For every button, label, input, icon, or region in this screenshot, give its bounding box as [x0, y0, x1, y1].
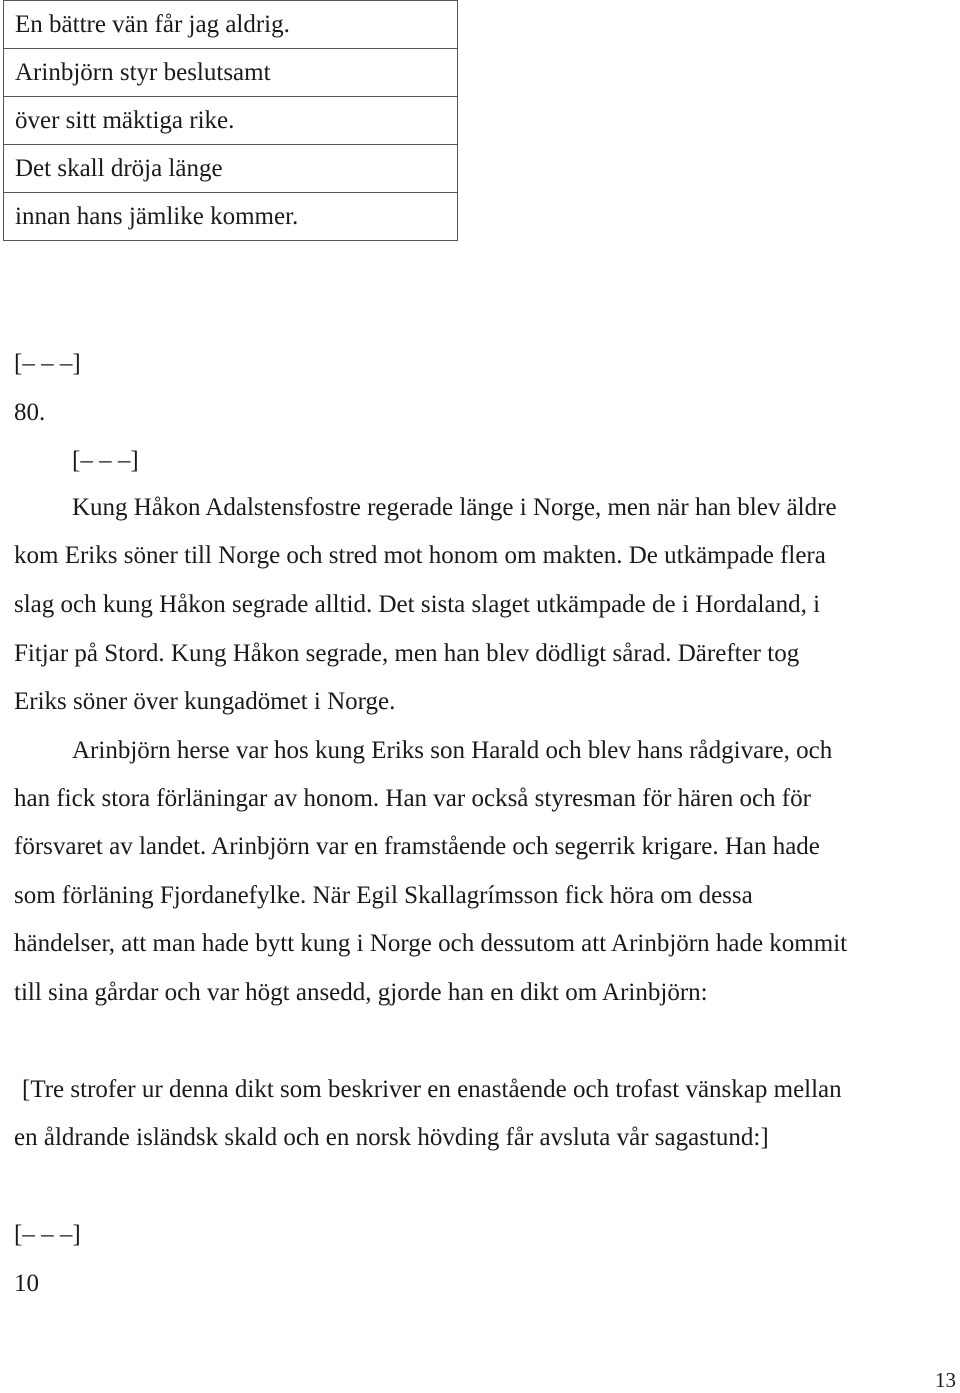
gap-marker: [– – –]: [14, 350, 81, 377]
verse-line: Arinbjörn styr beslutsamt: [4, 49, 458, 97]
text-line: kom Eriks söner till Norge och stred mot honom om makten. De utkämpade flera: [14, 542, 826, 569]
text-line: [Tre strofer ur denna dikt som beskriver en enastående och trofast vänskap mellan: [22, 1076, 842, 1103]
gap-marker: [– – –]: [72, 447, 139, 474]
verse-line: Det skall dröja länge: [4, 145, 458, 193]
text-line: till sina gårdar och var högt ansedd, gjorde han en dikt om Arinbjörn:: [14, 979, 708, 1006]
text-line: Eriks söner över kungadömet i Norge.: [14, 688, 396, 715]
text-line: händelser, att man hade bytt kung i Norge och dessutom att Arinbjörn hade kommit: [14, 930, 848, 957]
verse-line: över sitt mäktiga rike.: [4, 97, 458, 145]
text-line: Kung Håkon Adalstensfostre regerade länge i Norge, men när han blev äldre: [72, 494, 837, 521]
text-line: som förläning Fjordanefylke. När Egil Skallagrímsson fick höra om dessa: [14, 882, 753, 909]
stanza-number: 10: [14, 1270, 39, 1297]
page-number: 13: [935, 1368, 956, 1392]
verse-line: En bättre vän får jag aldrig.: [4, 1, 458, 49]
text-line: han fick stora förläningar av honom. Han var också styresman för hären och för: [14, 785, 811, 812]
text-line: slag och kung Håkon segrade alltid. Det sista slaget utkämpade de i Hordaland, i: [14, 591, 821, 618]
verse-box: [3, 0, 458, 241]
text-line: en åldrande isländsk skald och en norsk hövding får avsluta vår sagastund:]: [14, 1124, 769, 1151]
verse-line: innan hans jämlike kommer.: [4, 193, 458, 241]
chapter-number: 80.: [14, 399, 46, 426]
text-line: försvaret av landet. Arinbjörn var en framstående och segerrik krigare. Han hade: [14, 833, 820, 860]
text-line: Arinbjörn herse var hos kung Eriks son Harald och blev hans rådgivare, och: [72, 737, 833, 764]
gap-marker: [– – –]: [14, 1221, 81, 1248]
text-line: Fitjar på Stord. Kung Håkon segrade, men han blev dödligt sårad. Därefter tog: [14, 640, 800, 667]
